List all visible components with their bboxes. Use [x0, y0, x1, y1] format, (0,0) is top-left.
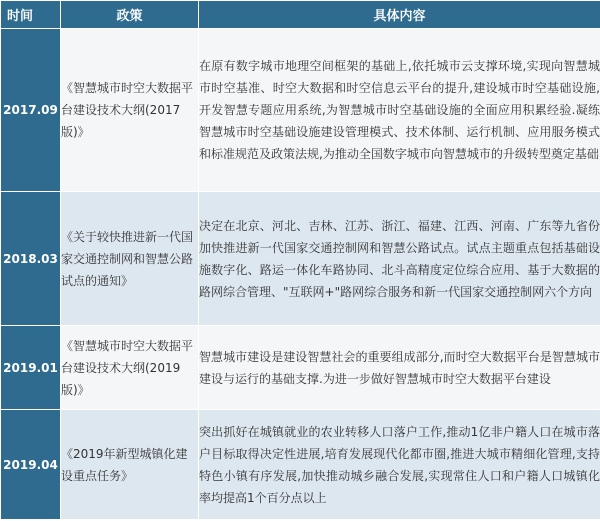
row-policy: 《智慧城市时空大数据平台建设技术大纲(2017版)》: [61, 29, 199, 192]
row-content: 决定在北京、河北、吉林、江苏、浙江、福建、江西、河南、广东等九省份加快推进新一代国家交通控制网和智慧公路试点。试点主题重点包括基础设施数字化、路运一体化车路协同、北斗高精度定位综合应用、基于大数据的路网综合管理、"互联网+"路网综合服务和新一代国家交通控制网六个方向: [199, 192, 600, 326]
row-policy: 《2019年新型城镇化建设重点任务》: [61, 410, 199, 520]
header-policy: 政策: [61, 1, 199, 29]
header-content: 具体内容: [199, 1, 600, 29]
table-row: [1, 192, 600, 326]
header-time: 时间: [1, 1, 61, 29]
row-policy: 《关于较快推进新一代国家交通控制网和智慧公路试点的通知》: [61, 192, 199, 326]
row-time: 2017.09: [1, 29, 61, 192]
row-time: 2019.04: [1, 410, 61, 520]
table-header-row: [1, 1, 600, 29]
row-time: 2018.03: [1, 192, 61, 326]
table-row: [1, 29, 600, 192]
table-row: [1, 326, 600, 410]
row-content: 智慧城市建设是建设智慧社会的重要组成部分,而时空大数据平台是智慧城市建设与运行的基础支撑.为进一步做好智慧城市时空大数据平台建设: [199, 326, 600, 410]
row-policy: 《智慧城市时空大数据平台建设技术大纲(2019版)》: [61, 326, 199, 410]
table-row: [1, 410, 600, 520]
row-content: 突出抓好在城镇就业的农业转移人口落户工作,推动1亿非户籍人口在城市落户目标取得决定性进展,培育发展现代化都市圈,推进大城市精细化管理,支持特色小镇有序发展,加快推动城乡融合发展,实现常住人口和户籍人口城镇化率均提高1个百分点以上: [199, 410, 600, 520]
row-time: 2019.01: [1, 326, 61, 410]
row-content: 在原有数字城市地理空间框架的基础上,依托城市云支撑环境,实现向智慧城市时空基准、时空大数据和时空信息云平台的提升,建设城市时空基础设施,开发智慧专题应用系统,为智慧城市时空基础设施的全面应用积累经验.凝练智慧城市时空基础设施建设管理模式、技术体制、运行机制、应用服务模式和标准规范及政策法规,为推动全国数字城市向智慧城市的升级转型奠定基础: [199, 29, 600, 192]
